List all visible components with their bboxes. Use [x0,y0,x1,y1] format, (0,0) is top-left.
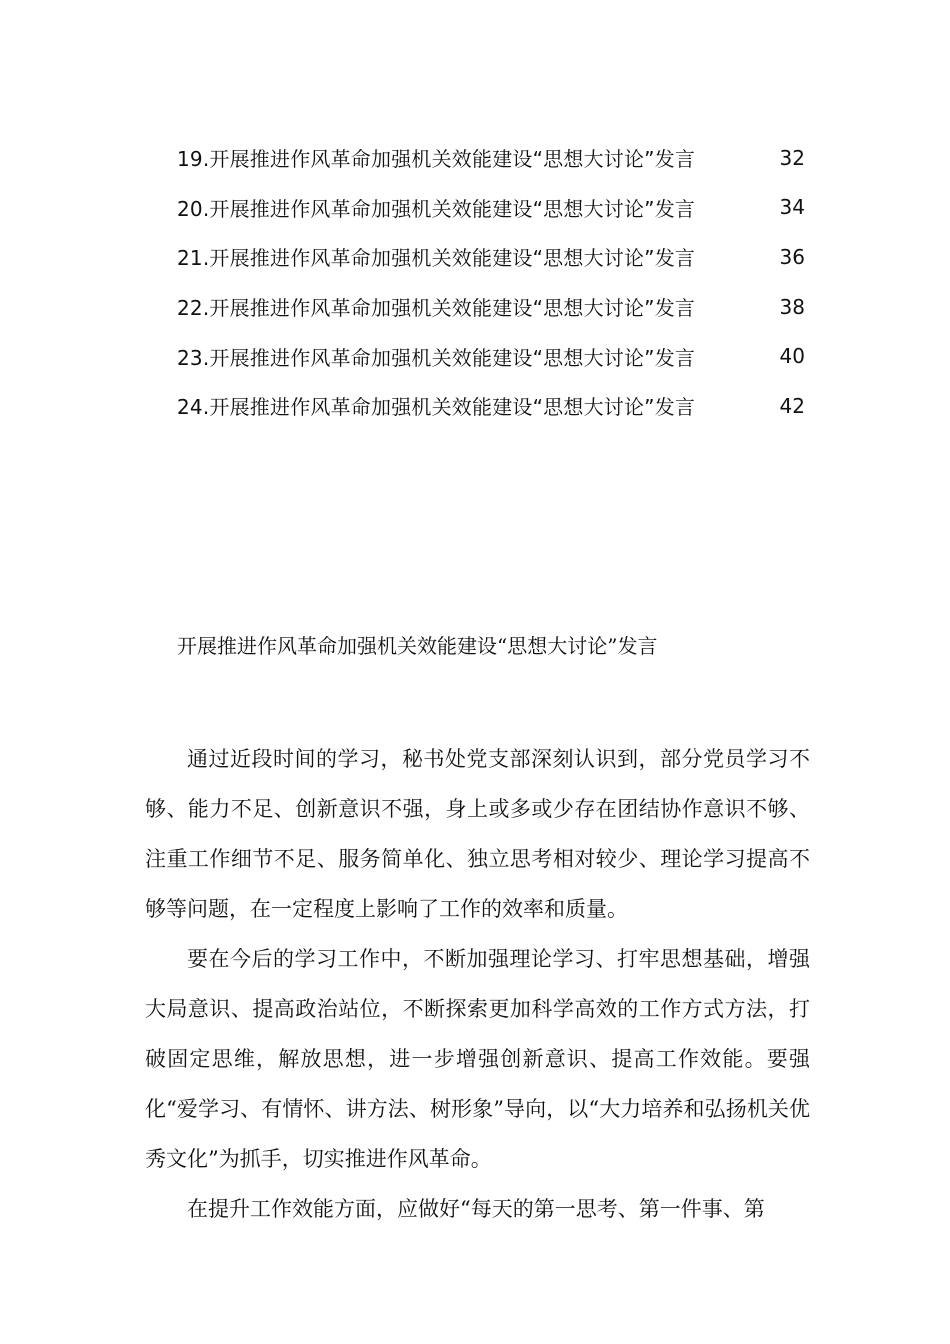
toc-entry[interactable] [177,331,807,381]
toc-entry-label: 24.开展推进作风革命加强机关效能建设“思想大讨论”发言 [177,395,696,420]
body-paragraph: 要在今后的学习工作中，不断加强理论学习、打牢思想基础，增强大局意识、提高政治站位，不断探索更加科学高效的工作方式方法，打破固定思维，解放思想，进一步增强创新意识、提高工作效能。要强化“爱学习、有情怀、讲方法、树形象”导向，以“大力培养和弘扬机关优秀文化”为抓手，切实推进作风革命。 [145,947,810,1171]
toc-entry-page: 34 [779,195,805,220]
toc-entry-page: 38 [779,294,805,319]
body-paragraph: 在提升工作效能方面，应做好“每天的第一思考、第一件事、第 [187,1197,765,1221]
toc-entry-label: 21.开展推进作风革命加强机关效能建设“思想大讨论”发言 [177,246,696,271]
toc-entry-label: 19.开展推进作风革命加强机关效能建设“思想大讨论”发言 [177,147,696,172]
toc-entry[interactable] [177,282,807,332]
toc-entry-page: 36 [779,244,805,269]
toc-entry[interactable] [177,183,807,233]
toc-entry-page: 42 [779,393,805,418]
toc-entry[interactable] [177,232,807,282]
toc-entry[interactable] [177,133,807,183]
toc-entry-label: 22.开展推进作风革命加强机关效能建设“思想大讨论”发言 [177,296,696,321]
article-body [145,734,810,1234]
toc-entry[interactable] [177,381,807,431]
article-title: 开展推进作风革命加强机关效能建设“思想大讨论”发言 [177,634,658,658]
toc-entry-label: 20.开展推进作风革命加强机关效能建设“思想大讨论”发言 [177,196,696,221]
toc-entry-label: 23.开展推进作风革命加强机关效能建设“思想大讨论”发言 [177,345,696,370]
body-paragraph: 通过近段时间的学习，秘书处党支部深刻认识到，部分党员学习不够、能力不足、创新意识不强，身上或多或少存在团结协作意识不够、注重工作细节不足、服务简单化、独立思考相对较少、理论学习提高不够等问题，在一定程度上影响了工作的效率和质量。 [145,747,810,921]
toc-entry-page: 40 [779,344,805,369]
toc-entry-page: 32 [779,145,805,170]
table-of-contents [177,133,807,431]
